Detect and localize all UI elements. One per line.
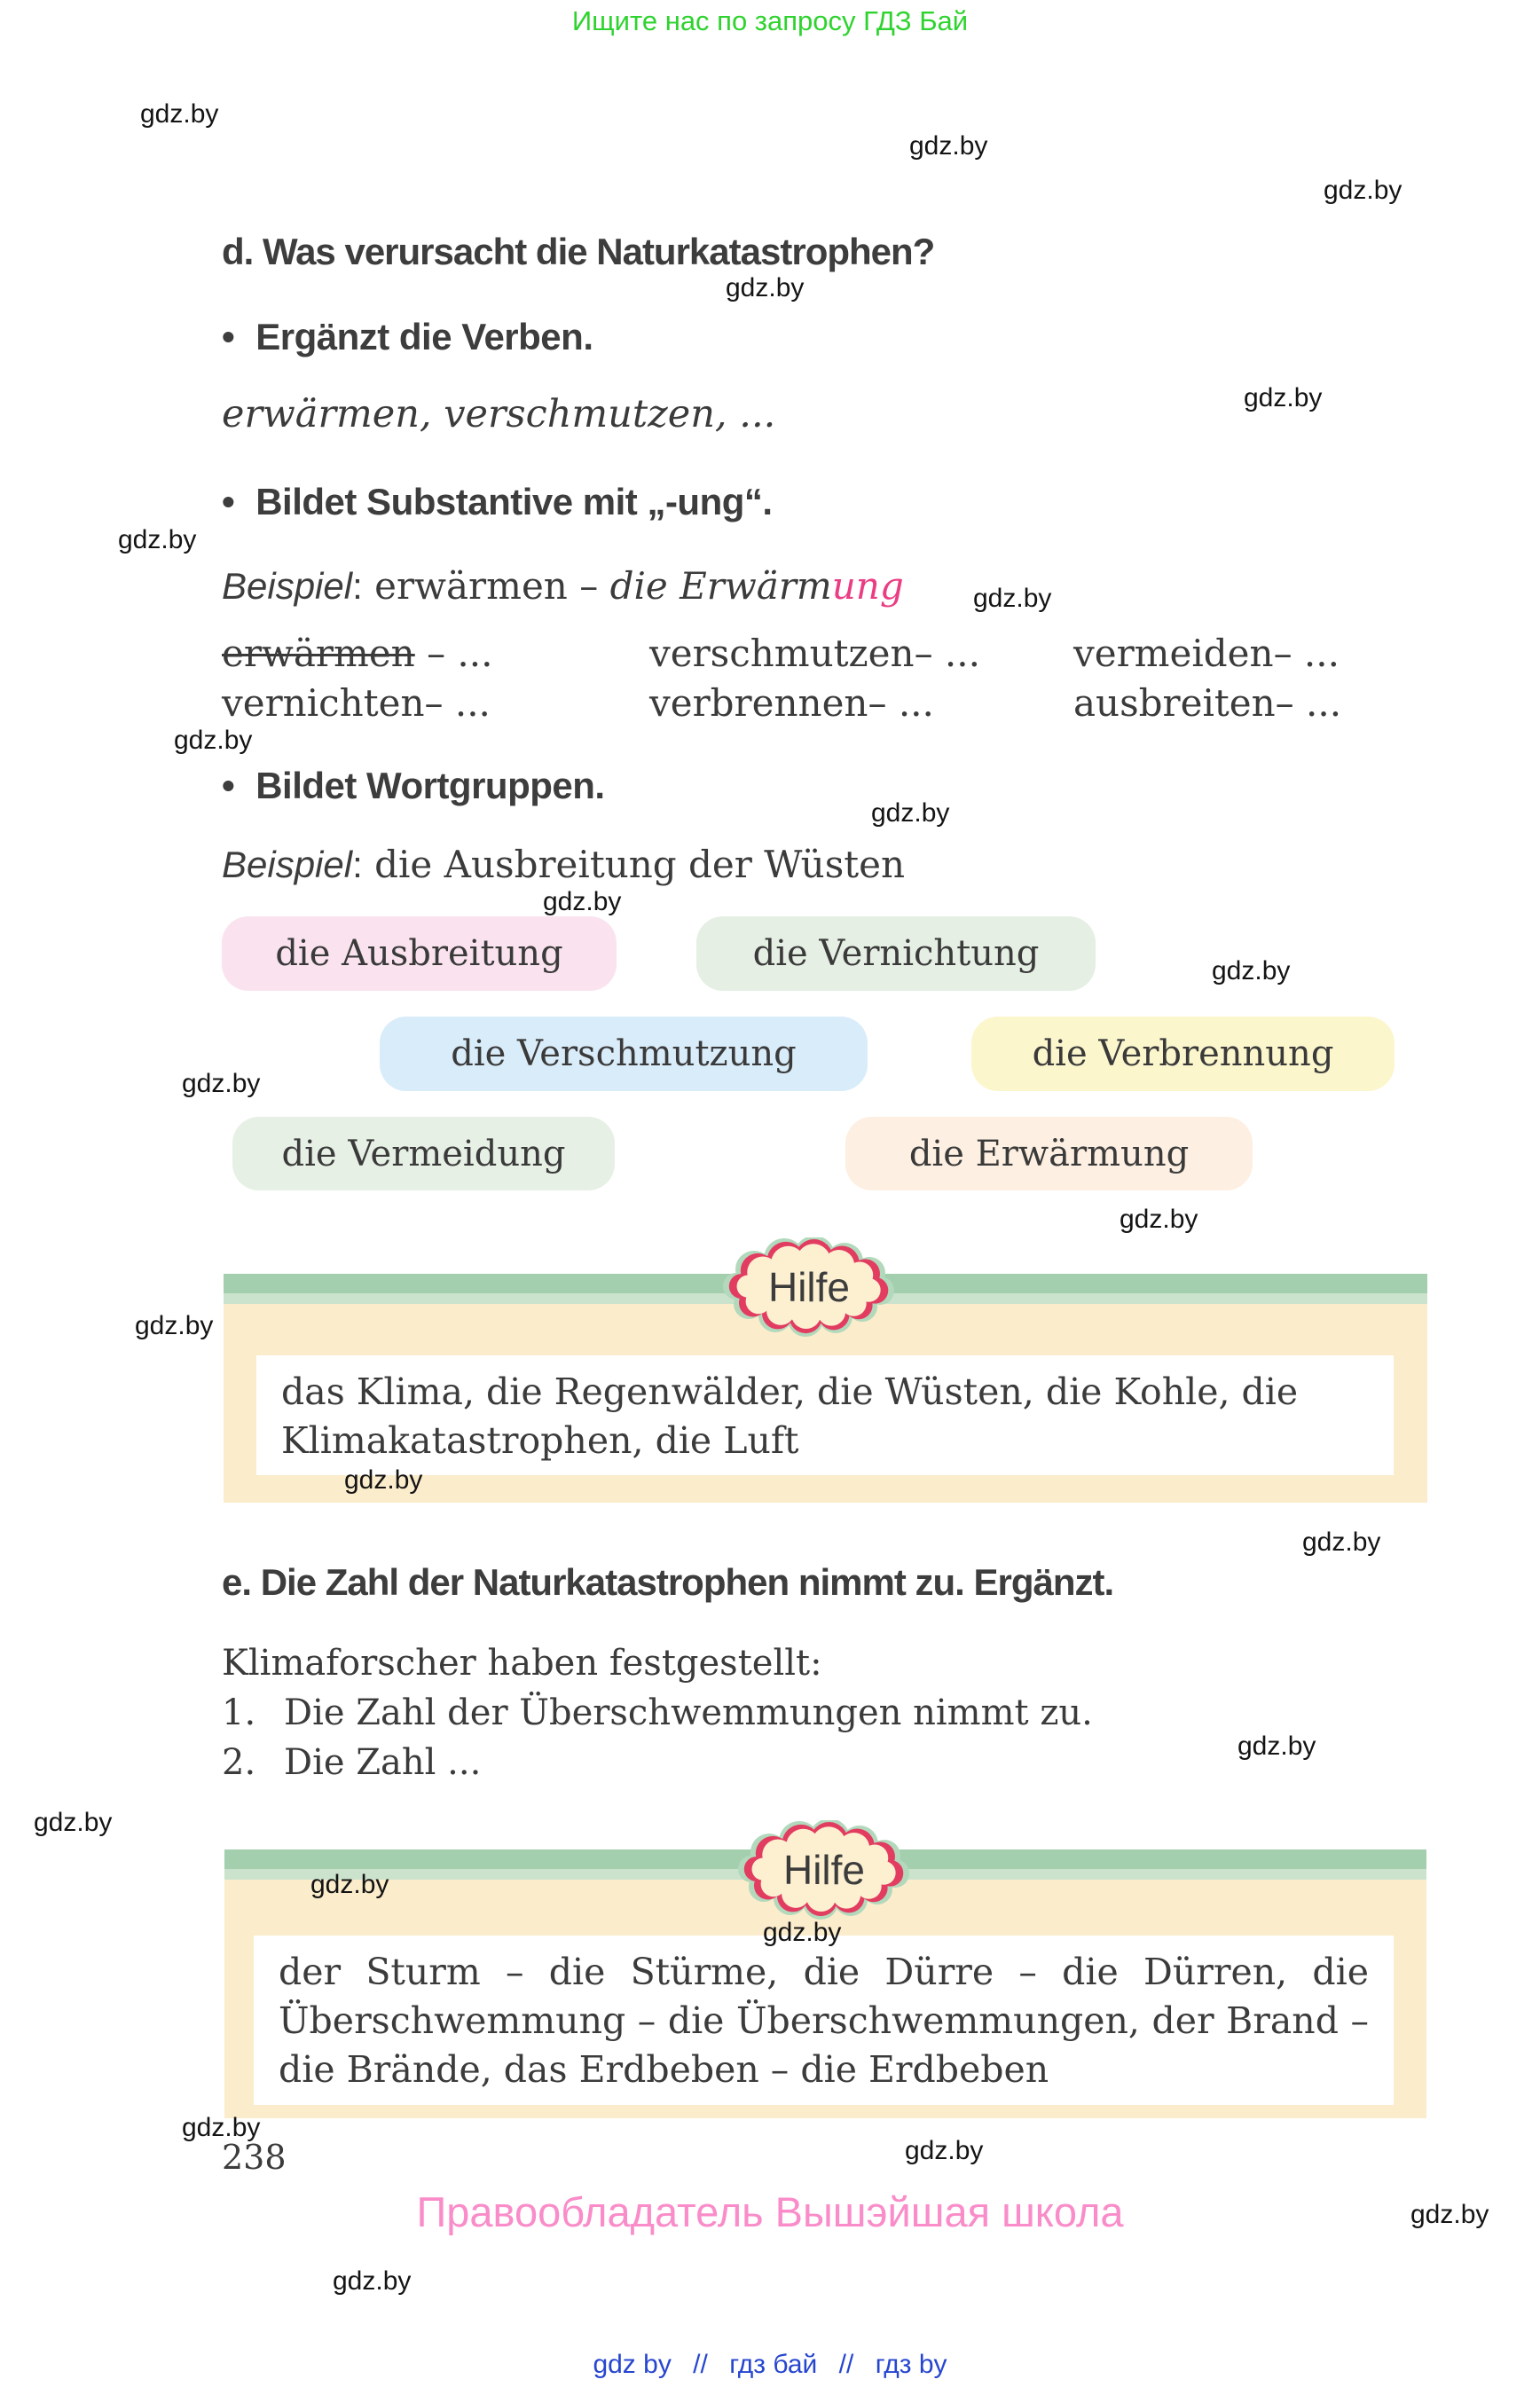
watermark: gdz.by xyxy=(1120,1205,1198,1234)
hilfe-label: Hilfe xyxy=(767,1264,851,1310)
task-d-heading: d. Was verursacht die Naturkatastrophen? xyxy=(222,231,935,272)
promo-banner-text: Ищите нас по запросу ГДЗ Бай xyxy=(571,5,969,36)
watermark: gdz.by xyxy=(726,273,805,302)
hilfe-cloud-badge xyxy=(725,1820,923,1920)
watermark: gdz.by xyxy=(763,1918,842,1947)
page-number: 238 xyxy=(222,2138,287,2177)
watermark: gdz.by xyxy=(1302,1527,1381,1557)
watermark: gdz.by xyxy=(1324,176,1402,205)
instruction-label: Bildet Substantive mit „-ung“. xyxy=(255,481,773,522)
beispiel-label: Beispiel xyxy=(222,565,353,607)
footer-separator: // xyxy=(693,2350,708,2379)
beispiel-colon: : xyxy=(352,565,363,607)
task-e-intro: Klimaforscher haben festgestellt: xyxy=(222,1643,822,1684)
hilfe-cloud-badge xyxy=(710,1237,908,1337)
item-number: 1. xyxy=(222,1692,256,1733)
footer-separator: // xyxy=(838,2350,854,2379)
beispiel-label: Beispiel xyxy=(222,844,353,885)
publisher-credit: Правообладатель Вышэйшая школа xyxy=(416,2188,1124,2235)
hilfe-box-2 xyxy=(224,1849,1426,2118)
footer-links xyxy=(0,2350,1540,2380)
pill-die-erwaermung: die Erwärmung xyxy=(845,1117,1253,1190)
beispiel-text: die Ausbreitung der Wüsten xyxy=(362,843,906,886)
watermark: gdz.by xyxy=(310,1870,389,1899)
item-text: Die Zahl ... xyxy=(284,1742,482,1783)
pill-die-vernichtung: die Vernichtung xyxy=(696,916,1096,991)
bullet-icon: • xyxy=(222,481,235,522)
list-item xyxy=(222,1692,1093,1733)
bullet-icon: • xyxy=(222,316,235,357)
watermark: gdz.by xyxy=(333,2266,412,2296)
verb-cell-vernichten: vernichten– ... xyxy=(222,681,491,725)
struck-word: erwärmen xyxy=(222,632,415,675)
beispiel-wortgruppe xyxy=(222,843,905,886)
beispiel-colon: : xyxy=(352,844,363,885)
footer-link-gdz-bai[interactable]: гдз бай xyxy=(729,2350,818,2379)
hilfe-label: Hilfe xyxy=(782,1847,866,1893)
bullet-icon: • xyxy=(222,765,235,806)
hilfe-words: der Sturm – die Stürme, die Dürre – die Dürren, die Überschwemmung – die Überschwemmungen, der Brand – die Brände, das Erdbeben – die Erdbeben xyxy=(254,1936,1394,2105)
watermark: gdz.by xyxy=(34,1808,113,1837)
watermark: gdz.by xyxy=(905,2136,984,2165)
verb-cell-verbrennen: verbrennen– ... xyxy=(649,681,934,725)
item-text: Die Zahl der Überschwemmungen nimmt zu. xyxy=(284,1692,1093,1733)
verb-cell-verschmutzen: verschmutzen– ... xyxy=(649,632,980,675)
watermark: gdz.by xyxy=(1410,2200,1489,2229)
instruction-label: Ergänzt die Verben. xyxy=(255,316,593,357)
beispiel-noun-stem: die Erwärm xyxy=(609,564,832,608)
beispiel-verb: erwärmen – xyxy=(362,564,610,608)
verb-cell-ausbreiten: ausbreiten– ... xyxy=(1073,681,1342,725)
watermark: gdz.by xyxy=(344,1465,423,1495)
item-number: 2. xyxy=(222,1742,256,1783)
watermark: gdz.by xyxy=(973,584,1052,613)
pill-die-ausbreitung: die Ausbreitung xyxy=(222,916,617,991)
hilfe-words: das Klima, die Regenwälder, die Wüsten, die Kohle, die Klimakatastrophen, die Luft xyxy=(256,1355,1394,1475)
verb-cell-vermeiden: vermeiden– ... xyxy=(1073,632,1340,675)
watermark: gdz.by xyxy=(1212,956,1291,986)
pill-die-verschmutzung: die Verschmutzung xyxy=(380,1017,868,1091)
cell-tail: – ... xyxy=(414,632,493,675)
instruction-ergaenzt-verben xyxy=(222,316,593,358)
watermark: gdz.by xyxy=(182,1069,261,1098)
verb-cell-erwaermen xyxy=(222,632,493,675)
watermark: gdz.by xyxy=(140,99,219,129)
instruction-label: Bildet Wortgruppen. xyxy=(255,765,605,806)
verbs-hint: erwärmen, verschmutzen, ... xyxy=(222,392,776,436)
list-item xyxy=(222,1742,481,1783)
footer-link-gdz-by-ru[interactable]: гдз by xyxy=(875,2350,947,2379)
watermark: gdz.by xyxy=(118,525,197,554)
beispiel-noun-suffix: ung xyxy=(831,564,904,608)
pill-die-verbrennung: die Verbrennung xyxy=(971,1017,1395,1091)
watermark: gdz.by xyxy=(1238,1732,1316,1761)
watermark: gdz.by xyxy=(1244,383,1323,412)
watermark: gdz.by xyxy=(174,726,253,755)
watermark: gdz.by xyxy=(871,798,950,828)
watermark: gdz.by xyxy=(543,887,622,916)
footer-link-gdz-by[interactable]: gdz by xyxy=(593,2350,672,2379)
watermark: gdz.by xyxy=(135,1311,214,1340)
instruction-bildet-substantive xyxy=(222,481,773,523)
task-e-heading: e. Die Zahl der Naturkatastrophen nimmt zu. Ergänzt. xyxy=(222,1561,1114,1603)
watermark: gdz.by xyxy=(182,2113,261,2142)
watermark: gdz.by xyxy=(909,131,988,161)
beispiel-erwaermung xyxy=(222,564,904,608)
instruction-bildet-wortgruppen xyxy=(222,765,605,807)
pill-die-vermeidung: die Vermeidung xyxy=(232,1117,615,1190)
